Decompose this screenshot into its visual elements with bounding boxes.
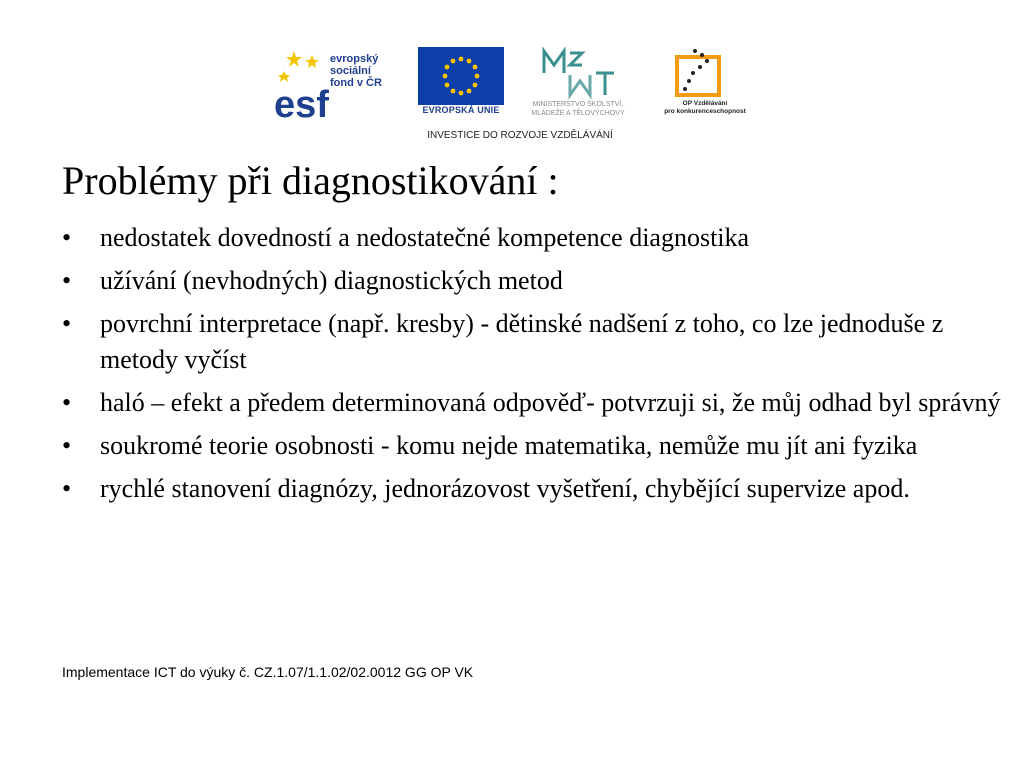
- bullet-text: soukromé teorie osobnosti - komu nejde matematika, nemůže mu jít ani fyzika: [100, 431, 918, 460]
- bullet-item: [62, 263, 1002, 299]
- logo-strip: [0, 0, 1024, 150]
- bullet-text: nedostatek dovedností a nedostatečné kompetence diagnostika: [100, 223, 750, 252]
- msmt-label: [508, 100, 648, 118]
- bullet-item: [62, 385, 1002, 421]
- bullet-dot-icon: •: [62, 431, 72, 460]
- bullet-text: povrchní interpretace (např. kresby) - dětinské nadšení z toho, co lze jednoduše z metody vyčíst: [100, 309, 944, 374]
- esf-emblem-icon: [274, 47, 330, 122]
- bullet-dot-icon: •: [62, 223, 72, 252]
- bullet-item: [62, 306, 1002, 378]
- bullet-dot-icon: •: [62, 388, 72, 417]
- msmt-line: MLÁDEŽE A TĚLOVÝCHOVY: [531, 110, 625, 117]
- esf-line: fond v ČR: [330, 77, 382, 89]
- esf-logo: [274, 47, 414, 122]
- logo-tagline: INVESTICE DO ROZVOJE VZDĚLÁVÁNÍ: [427, 130, 613, 141]
- opvk-emblem-icon: [655, 45, 755, 100]
- eu-flag-icon: [418, 47, 504, 105]
- msmt-monogram-icon: [508, 45, 648, 100]
- opvk-label: [655, 100, 755, 116]
- esf-text: [330, 53, 382, 89]
- bullet-item: [62, 471, 1002, 507]
- bullet-item: [62, 428, 1002, 464]
- msmt-line: MINISTERSTVO ŠKOLSTVÍ,: [532, 101, 624, 108]
- msmt-logo: [508, 45, 648, 125]
- svg-text:esf: esf: [274, 84, 329, 122]
- bullet-list: [62, 220, 1002, 514]
- bullet-dot-icon: •: [62, 266, 72, 295]
- bullet-dot-icon: •: [62, 309, 72, 338]
- bullet-text: rychlé stanovení diagnózy, jednorázovost vyšetření, chybějící supervize apod.: [100, 474, 910, 503]
- esf-line: evropský: [330, 53, 379, 65]
- esf-line: sociální: [330, 65, 371, 77]
- bullet-text: haló – efekt a předem determinovaná odpověď- potvrzuji si, že můj odhad byl správný: [100, 388, 1001, 417]
- bullet-dot-icon: •: [62, 474, 72, 503]
- opvk-line: pro konkurenceschopnost: [664, 108, 746, 115]
- eu-logo: [418, 47, 504, 122]
- opvk-logo: [655, 45, 755, 125]
- bullet-text: užívání (nevhodných) diagnostických metod: [100, 266, 563, 295]
- slide-footer: Implementace ICT do výuky č. CZ.1.07/1.1.02/02.0012 GG OP VK: [62, 664, 474, 680]
- eu-label: EVROPSKÁ UNIE: [422, 105, 500, 115]
- bullet-item: [62, 220, 1002, 256]
- slide-title: Problémy při diagnostikování :: [62, 158, 559, 203]
- opvk-line: OP Vzdělávání: [682, 100, 728, 107]
